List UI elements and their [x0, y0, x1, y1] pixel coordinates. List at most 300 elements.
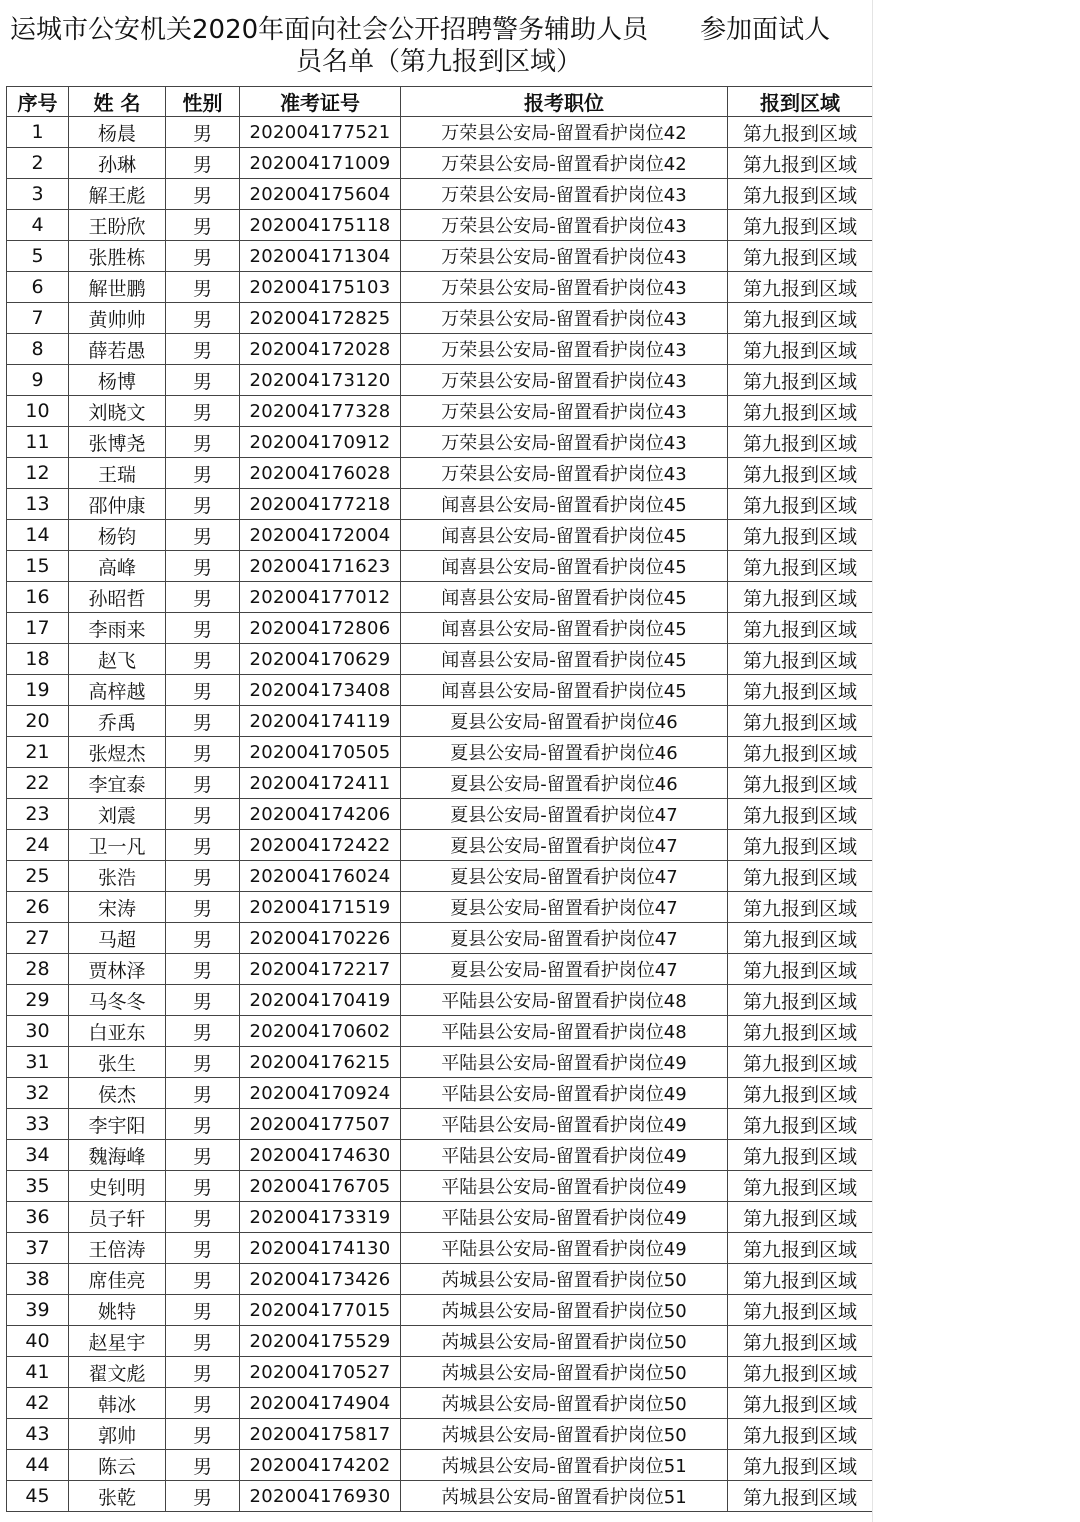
cell-seq: 9 [7, 365, 69, 396]
cell-gender: 男 [166, 210, 240, 241]
cell-area: 第九报到区域 [728, 272, 873, 303]
cell-gender: 男 [166, 1140, 240, 1171]
cell-name: 高梓越 [69, 675, 166, 706]
cell-exam-id: 202004177015 [240, 1295, 401, 1326]
cell-seq: 6 [7, 272, 69, 303]
cell-exam-id: 202004176024 [240, 861, 401, 892]
cell-name: 乔禹 [69, 706, 166, 737]
table-row [7, 117, 873, 148]
cell-seq: 8 [7, 334, 69, 365]
cell-exam-id: 202004172217 [240, 954, 401, 985]
table-row [7, 1357, 873, 1388]
cell-gender: 男 [166, 365, 240, 396]
cell-name: 宋涛 [69, 892, 166, 923]
cell-exam-id: 202004170527 [240, 1357, 401, 1388]
cell-exam-id: 202004175103 [240, 272, 401, 303]
cell-name: 邵仲康 [69, 489, 166, 520]
cell-exam-id: 202004174904 [240, 1388, 401, 1419]
cell-area: 第九报到区域 [728, 1295, 873, 1326]
cell-gender: 男 [166, 923, 240, 954]
cell-gender: 男 [166, 706, 240, 737]
cell-name: 孙琳 [69, 148, 166, 179]
cell-area: 第九报到区域 [728, 861, 873, 892]
cell-position: 万荣县公安局-留置看护岗位43 [401, 210, 728, 241]
cell-area: 第九报到区域 [728, 1419, 873, 1450]
cell-gender: 男 [166, 179, 240, 210]
cell-name: 卫一凡 [69, 830, 166, 861]
cell-gender: 男 [166, 1388, 240, 1419]
cell-position: 闻喜县公安局-留置看护岗位45 [401, 582, 728, 613]
cell-position: 芮城县公安局-留置看护岗位50 [401, 1357, 728, 1388]
cell-position: 闻喜县公安局-留置看护岗位45 [401, 675, 728, 706]
cell-gender: 男 [166, 1481, 240, 1512]
cell-name: 解王彪 [69, 179, 166, 210]
cell-gender: 男 [166, 1078, 240, 1109]
cell-seq: 24 [7, 830, 69, 861]
cell-seq: 18 [7, 644, 69, 675]
cell-seq: 3 [7, 179, 69, 210]
cell-name: 薛若愚 [69, 334, 166, 365]
cell-area: 第九报到区域 [728, 1109, 873, 1140]
table-row [7, 1109, 873, 1140]
cell-gender: 男 [166, 1171, 240, 1202]
cell-gender: 男 [166, 1326, 240, 1357]
cell-seq: 28 [7, 954, 69, 985]
cell-exam-id: 202004170629 [240, 644, 401, 675]
cell-name: 陈云 [69, 1450, 166, 1481]
cell-name: 黄帅帅 [69, 303, 166, 334]
cell-seq: 11 [7, 427, 69, 458]
cell-position: 平陆县公安局-留置看护岗位48 [401, 1016, 728, 1047]
table-row [7, 582, 873, 613]
cell-exam-id: 202004173426 [240, 1264, 401, 1295]
cell-area: 第九报到区域 [728, 830, 873, 861]
table-body [7, 117, 873, 1512]
cell-seq: 13 [7, 489, 69, 520]
cell-exam-id: 202004176028 [240, 458, 401, 489]
cell-exam-id: 202004177012 [240, 582, 401, 613]
cell-seq: 31 [7, 1047, 69, 1078]
cell-name: 员子轩 [69, 1202, 166, 1233]
cell-gender: 男 [166, 1202, 240, 1233]
cell-area: 第九报到区域 [728, 489, 873, 520]
cell-position: 芮城县公安局-留置看护岗位50 [401, 1388, 728, 1419]
cell-seq: 40 [7, 1326, 69, 1357]
cell-name: 姚特 [69, 1295, 166, 1326]
cell-name: 李宇阳 [69, 1109, 166, 1140]
cell-area: 第九报到区域 [728, 985, 873, 1016]
table-row [7, 365, 873, 396]
column-header-position: 报考职位 [401, 87, 728, 117]
table-row [7, 179, 873, 210]
cell-seq: 29 [7, 985, 69, 1016]
table-row [7, 303, 873, 334]
cell-name: 高峰 [69, 551, 166, 582]
cell-seq: 30 [7, 1016, 69, 1047]
cell-name: 史钊明 [69, 1171, 166, 1202]
cell-position: 平陆县公安局-留置看护岗位49 [401, 1140, 728, 1171]
cell-exam-id: 202004174206 [240, 799, 401, 830]
cell-area: 第九报到区域 [728, 396, 873, 427]
table-row [7, 1202, 873, 1233]
cell-gender: 男 [166, 396, 240, 427]
table-row [7, 799, 873, 830]
cell-position: 夏县公安局-留置看护岗位47 [401, 830, 728, 861]
cell-area: 第九报到区域 [728, 737, 873, 768]
cell-seq: 25 [7, 861, 69, 892]
cell-seq: 17 [7, 613, 69, 644]
cell-exam-id: 202004174130 [240, 1233, 401, 1264]
table-row [7, 985, 873, 1016]
cell-area: 第九报到区域 [728, 148, 873, 179]
cell-exam-id: 202004173408 [240, 675, 401, 706]
table-row [7, 954, 873, 985]
cell-position: 平陆县公安局-留置看护岗位49 [401, 1202, 728, 1233]
table-row [7, 830, 873, 861]
cell-name: 张生 [69, 1047, 166, 1078]
cell-position: 芮城县公安局-留置看护岗位50 [401, 1264, 728, 1295]
cell-gender: 男 [166, 892, 240, 923]
cell-seq: 14 [7, 520, 69, 551]
cell-exam-id: 202004173319 [240, 1202, 401, 1233]
table-row [7, 334, 873, 365]
cell-position: 万荣县公安局-留置看护岗位42 [401, 148, 728, 179]
cell-gender: 男 [166, 520, 240, 551]
cell-seq: 10 [7, 396, 69, 427]
document-page [6, 0, 872, 1512]
cell-position: 夏县公安局-留置看护岗位46 [401, 768, 728, 799]
cell-name: 马超 [69, 923, 166, 954]
cell-name: 赵飞 [69, 644, 166, 675]
cell-exam-id: 202004171304 [240, 241, 401, 272]
cell-position: 芮城县公安局-留置看护岗位50 [401, 1295, 728, 1326]
cell-seq: 35 [7, 1171, 69, 1202]
cell-exam-id: 202004176705 [240, 1171, 401, 1202]
cell-name: 马冬冬 [69, 985, 166, 1016]
cell-seq: 21 [7, 737, 69, 768]
cell-gender: 男 [166, 768, 240, 799]
cell-seq: 44 [7, 1450, 69, 1481]
cell-area: 第九报到区域 [728, 1233, 873, 1264]
cell-seq: 37 [7, 1233, 69, 1264]
table-row [7, 1295, 873, 1326]
column-header-seq: 序号 [7, 87, 69, 117]
table-row [7, 861, 873, 892]
cell-gender: 男 [166, 582, 240, 613]
cell-seq: 22 [7, 768, 69, 799]
cell-area: 第九报到区域 [728, 644, 873, 675]
cell-area: 第九报到区域 [728, 458, 873, 489]
cell-gender: 男 [166, 1419, 240, 1450]
table-row [7, 272, 873, 303]
cell-seq: 41 [7, 1357, 69, 1388]
cell-gender: 男 [166, 1264, 240, 1295]
table-row [7, 1233, 873, 1264]
cell-position: 闻喜县公安局-留置看护岗位45 [401, 613, 728, 644]
table-row [7, 148, 873, 179]
table-row [7, 1264, 873, 1295]
cell-area: 第九报到区域 [728, 179, 873, 210]
cell-exam-id: 202004176930 [240, 1481, 401, 1512]
cell-exam-id: 202004172422 [240, 830, 401, 861]
cell-exam-id: 202004172411 [240, 768, 401, 799]
cell-name: 刘震 [69, 799, 166, 830]
cell-area: 第九报到区域 [728, 799, 873, 830]
cell-gender: 男 [166, 334, 240, 365]
cell-name: 郭帅 [69, 1419, 166, 1450]
cell-seq: 33 [7, 1109, 69, 1140]
cell-position: 万荣县公安局-留置看护岗位43 [401, 334, 728, 365]
cell-position: 万荣县公安局-留置看护岗位43 [401, 179, 728, 210]
table-row [7, 520, 873, 551]
cell-gender: 男 [166, 1357, 240, 1388]
cell-area: 第九报到区域 [728, 1326, 873, 1357]
table-row [7, 427, 873, 458]
cell-exam-id: 202004172028 [240, 334, 401, 365]
table-row [7, 1171, 873, 1202]
cell-name: 刘晓文 [69, 396, 166, 427]
table-row [7, 1388, 873, 1419]
cell-area: 第九报到区域 [728, 1357, 873, 1388]
cell-name: 张浩 [69, 861, 166, 892]
cell-gender: 男 [166, 1295, 240, 1326]
cell-area: 第九报到区域 [728, 551, 873, 582]
table-row [7, 1326, 873, 1357]
table-row [7, 923, 873, 954]
cell-exam-id: 202004174202 [240, 1450, 401, 1481]
cell-gender: 男 [166, 458, 240, 489]
cell-name: 张煜杰 [69, 737, 166, 768]
cell-position: 芮城县公安局-留置看护岗位50 [401, 1326, 728, 1357]
table-row [7, 1450, 873, 1481]
cell-seq: 45 [7, 1481, 69, 1512]
cell-seq: 15 [7, 551, 69, 582]
cell-position: 万荣县公安局-留置看护岗位42 [401, 117, 728, 148]
table-row [7, 613, 873, 644]
cell-position: 平陆县公安局-留置看护岗位49 [401, 1109, 728, 1140]
cell-exam-id: 202004177521 [240, 117, 401, 148]
cell-exam-id: 202004174119 [240, 706, 401, 737]
cell-position: 平陆县公安局-留置看护岗位48 [401, 985, 728, 1016]
cell-position: 闻喜县公安局-留置看护岗位45 [401, 489, 728, 520]
cell-exam-id: 202004177328 [240, 396, 401, 427]
cell-position: 平陆县公安局-留置看护岗位49 [401, 1078, 728, 1109]
table-row [7, 551, 873, 582]
table-row [7, 1481, 873, 1512]
table-row [7, 675, 873, 706]
cell-position: 平陆县公安局-留置看护岗位49 [401, 1171, 728, 1202]
cell-gender: 男 [166, 985, 240, 1016]
cell-gender: 男 [166, 551, 240, 582]
cell-area: 第九报到区域 [728, 1388, 873, 1419]
cell-seq: 36 [7, 1202, 69, 1233]
cell-gender: 男 [166, 737, 240, 768]
cell-exam-id: 202004171519 [240, 892, 401, 923]
cell-area: 第九报到区域 [728, 1047, 873, 1078]
cell-name: 张博尧 [69, 427, 166, 458]
cell-name: 杨钧 [69, 520, 166, 551]
cell-name: 王盼欣 [69, 210, 166, 241]
cell-area: 第九报到区域 [728, 892, 873, 923]
cell-gender: 男 [166, 1233, 240, 1264]
table-row [7, 458, 873, 489]
cell-area: 第九报到区域 [728, 1202, 873, 1233]
cell-name: 杨博 [69, 365, 166, 396]
cell-seq: 23 [7, 799, 69, 830]
cell-gender: 男 [166, 830, 240, 861]
cell-exam-id: 202004177507 [240, 1109, 401, 1140]
cell-area: 第九报到区域 [728, 923, 873, 954]
cell-seq: 16 [7, 582, 69, 613]
table-row [7, 1140, 873, 1171]
cell-name: 白亚东 [69, 1016, 166, 1047]
cell-exam-id: 202004173120 [240, 365, 401, 396]
cell-seq: 5 [7, 241, 69, 272]
cell-seq: 39 [7, 1295, 69, 1326]
cell-position: 万荣县公安局-留置看护岗位43 [401, 303, 728, 334]
cell-area: 第九报到区域 [728, 1481, 873, 1512]
cell-name: 贾林泽 [69, 954, 166, 985]
cell-area: 第九报到区域 [728, 706, 873, 737]
cell-position: 芮城县公安局-留置看护岗位51 [401, 1450, 728, 1481]
cell-name: 席佳亮 [69, 1264, 166, 1295]
cell-area: 第九报到区域 [728, 303, 873, 334]
cell-seq: 26 [7, 892, 69, 923]
cell-area: 第九报到区域 [728, 675, 873, 706]
cell-area: 第九报到区域 [728, 768, 873, 799]
cell-exam-id: 202004175817 [240, 1419, 401, 1450]
cell-name: 韩冰 [69, 1388, 166, 1419]
cell-exam-id: 202004170912 [240, 427, 401, 458]
cell-gender: 男 [166, 954, 240, 985]
cell-area: 第九报到区域 [728, 954, 873, 985]
cell-exam-id: 202004172004 [240, 520, 401, 551]
cell-gender: 男 [166, 272, 240, 303]
table-row [7, 737, 873, 768]
cell-seq: 20 [7, 706, 69, 737]
candidate-table [6, 86, 873, 1512]
cell-gender: 男 [166, 799, 240, 830]
cell-name: 王瑞 [69, 458, 166, 489]
table-row [7, 1078, 873, 1109]
cell-gender: 男 [166, 148, 240, 179]
title-line-2: 员名单（第九报到区域） [295, 47, 582, 77]
cell-gender: 男 [166, 489, 240, 520]
cell-gender: 男 [166, 1016, 240, 1047]
cell-name: 魏海峰 [69, 1140, 166, 1171]
cell-position: 平陆县公安局-留置看护岗位49 [401, 1233, 728, 1264]
cell-position: 万荣县公安局-留置看护岗位43 [401, 365, 728, 396]
cell-position: 夏县公安局-留置看护岗位47 [401, 799, 728, 830]
cell-name: 翟文彪 [69, 1357, 166, 1388]
cell-area: 第九报到区域 [728, 334, 873, 365]
table-row [7, 210, 873, 241]
table-row [7, 768, 873, 799]
cell-exam-id: 202004170505 [240, 737, 401, 768]
cell-seq: 42 [7, 1388, 69, 1419]
cell-seq: 34 [7, 1140, 69, 1171]
cell-exam-id: 202004176215 [240, 1047, 401, 1078]
cell-gender: 男 [166, 861, 240, 892]
cell-area: 第九报到区域 [728, 613, 873, 644]
cell-seq: 2 [7, 148, 69, 179]
cell-position: 夏县公安局-留置看护岗位46 [401, 737, 728, 768]
cell-seq: 27 [7, 923, 69, 954]
cell-position: 平陆县公安局-留置看护岗位49 [401, 1047, 728, 1078]
cell-exam-id: 202004175118 [240, 210, 401, 241]
cell-position: 万荣县公安局-留置看护岗位43 [401, 458, 728, 489]
cell-area: 第九报到区域 [728, 117, 873, 148]
cell-name: 解世鹏 [69, 272, 166, 303]
column-header-name: 姓 名 [69, 87, 166, 117]
cell-area: 第九报到区域 [728, 1450, 873, 1481]
cell-area: 第九报到区域 [728, 520, 873, 551]
title-line-1: 运城市公安机关2020年面向社会公开招聘警务辅助人员 参加面试人 [10, 15, 831, 45]
table-row [7, 489, 873, 520]
table-row [7, 396, 873, 427]
cell-seq: 38 [7, 1264, 69, 1295]
cell-exam-id: 202004175604 [240, 179, 401, 210]
cell-exam-id: 202004170226 [240, 923, 401, 954]
cell-position: 万荣县公安局-留置看护岗位43 [401, 427, 728, 458]
cell-position: 夏县公安局-留置看护岗位47 [401, 954, 728, 985]
cell-seq: 1 [7, 117, 69, 148]
cell-area: 第九报到区域 [728, 210, 873, 241]
cell-exam-id: 202004170924 [240, 1078, 401, 1109]
cell-name: 孙昭哲 [69, 582, 166, 613]
cell-gender: 男 [166, 117, 240, 148]
cell-position: 芮城县公安局-留置看护岗位51 [401, 1481, 728, 1512]
cell-position: 闻喜县公安局-留置看护岗位45 [401, 644, 728, 675]
cell-seq: 7 [7, 303, 69, 334]
cell-gender: 男 [166, 1047, 240, 1078]
cell-area: 第九报到区域 [728, 1264, 873, 1295]
cell-seq: 43 [7, 1419, 69, 1450]
cell-position: 闻喜县公安局-留置看护岗位45 [401, 520, 728, 551]
table-row [7, 1047, 873, 1078]
cell-gender: 男 [166, 1109, 240, 1140]
cell-position: 万荣县公安局-留置看护岗位43 [401, 396, 728, 427]
cell-seq: 4 [7, 210, 69, 241]
cell-area: 第九报到区域 [728, 1016, 873, 1047]
table-row [7, 241, 873, 272]
column-header-exam-id: 准考证号 [240, 87, 401, 117]
column-header-area: 报到区域 [728, 87, 873, 117]
cell-gender: 男 [166, 613, 240, 644]
cell-seq: 32 [7, 1078, 69, 1109]
cell-name: 张乾 [69, 1481, 166, 1512]
cell-area: 第九报到区域 [728, 582, 873, 613]
cell-exam-id: 202004174630 [240, 1140, 401, 1171]
table-row [7, 892, 873, 923]
cell-position: 夏县公安局-留置看护岗位47 [401, 923, 728, 954]
cell-name: 杨晨 [69, 117, 166, 148]
cell-exam-id: 202004172825 [240, 303, 401, 334]
cell-gender: 男 [166, 1450, 240, 1481]
cell-name: 李宜泰 [69, 768, 166, 799]
cell-position: 夏县公安局-留置看护岗位46 [401, 706, 728, 737]
cell-exam-id: 202004170419 [240, 985, 401, 1016]
cell-exam-id: 202004172806 [240, 613, 401, 644]
table-row [7, 1419, 873, 1450]
cell-exam-id: 202004177218 [240, 489, 401, 520]
cell-gender: 男 [166, 675, 240, 706]
cell-name: 侯杰 [69, 1078, 166, 1109]
page-edge-line [872, 0, 873, 1522]
cell-area: 第九报到区域 [728, 241, 873, 272]
table-row [7, 706, 873, 737]
cell-position: 闻喜县公安局-留置看护岗位45 [401, 551, 728, 582]
